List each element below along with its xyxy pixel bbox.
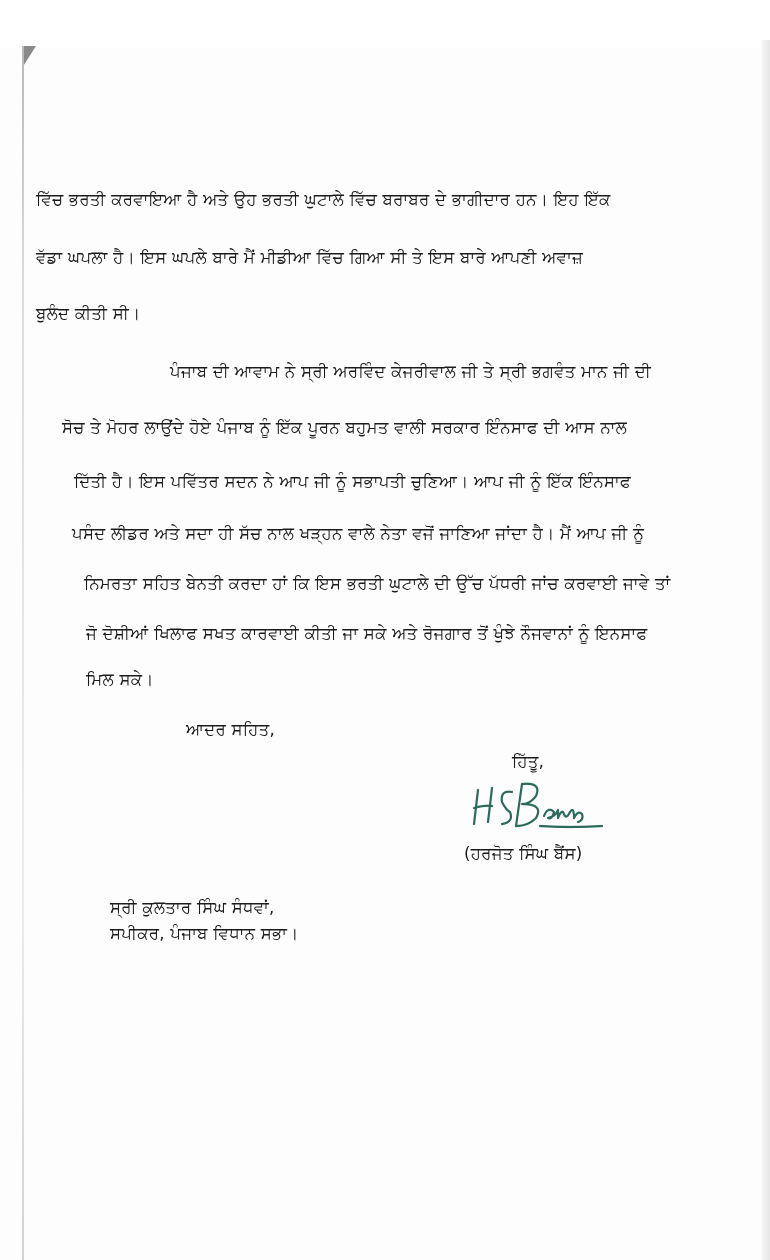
paragraph-2-line-3: ਦਿੱਤੀ ਹੈ। ਇਸ ਪਵਿੱਤਰ ਸਦਨ ਨੇ ਆਪ ਜੀ ਨੂੰ ਸਭਾਪਤੀ ਚੁਣਿਆ। ਆਪ ਜੀ ਨੂੰ ਇੱਕ ਇੰਨਸਾਫ — [74, 472, 632, 491]
paragraph-1-line-3: ਬੁਲੰਦ ਕੀਤੀ ਸੀ। — [36, 304, 141, 323]
signature-drawing — [470, 776, 610, 842]
paragraph-2-line-1: ਪੰਜਾਬ ਦੀ ਆਵਾਮ ਨੇ ਸ੍ਰੀ ਅਰਵਿੰਦ ਕੇਜਰੀਵਾਲ ਜੀ ਤੇ ਸ੍ਰੀ ਭਗਵੰਤ ਮਾਨ ਜੀ ਦੀ — [170, 362, 651, 381]
paragraph-2-line-2: ਸੋਚ ਤੇ ਮੋਹਰ ਲਾਉਂਦੇ ਹੋਏ ਪੰਜਾਬ ਨੂੰ ਇੱਕ ਪੂਰਨ ਬਹੁਮਤ ਵਾਲੀ ਸਰਕਾਰ ਇੰਨਸਾਫ ਦੀ ਆਸ ਨਾਲ — [62, 418, 628, 437]
paragraph-1-line-1: ਵਿੱਚ ਭਰਤੀ ਕਰਵਾਇਆ ਹੈ ਅਤੇ ਉਹ ਭਰਤੀ ਘੁਟਾਲੇ ਵਿੱਚ ਬਰਾਬਰ ਦੇ ਭਾਗੀਦਾਰ ਹਨ। ਇਹ ਇੱਕ — [36, 190, 611, 209]
recipient-designation: ਸਪੀਕਰ, ਪੰਜਾਬ ਵਿਧਾਨ ਸਭਾ। — [110, 924, 299, 943]
paragraph-2-line-7: ਮਿਲ ਸਕੇ। — [86, 670, 154, 689]
page-right-edge — [762, 40, 770, 1260]
paragraph-2-line-5: ਨਿਮਰਤਾ ਸਹਿਤ ਬੇਨਤੀ ਕਰਦਾ ਹਾਂ ਕਿ ਇਸ ਭਰਤੀ ਘੁਟਾਲੇ ਦੀ ਉੱਚ ਪੱਧਰੀ ਜਾਂਚ ਕਰਵਾਈ ਜਾਵੇ ਤਾਂ — [84, 574, 671, 593]
page-left-edge — [22, 46, 24, 1260]
paragraph-1-line-2: ਵੱਡਾ ਘਪਲਾ ਹੈ। ਇਸ ਘਪਲੇ ਬਾਰੇ ਮੈਂ ਮੀਡੀਆ ਵਿੱਚ ਗਿਆ ਸੀ ਤੇ ਇਸ ਬਾਰੇ ਆਪਣੀ ਅਵਾਜ਼ — [36, 248, 584, 267]
paragraph-2-line-4: ਪਸੰਦ ਲੀਡਰ ਅਤੇ ਸਦਾ ਹੀ ਸੱਚ ਨਾਲ ਖੜ੍ਹਨ ਵਾਲੇ ਨੇਤਾ ਵਜੋਂ ਜਾਣਿਆ ਜਾਂਦਾ ਹੈ। ਮੈਂ ਆਪ ਜੀ ਨੂੰ — [72, 524, 645, 543]
signer-name: (ਹਰਜੋਤ ਸਿੰਘ ਬੈਂਸ) — [464, 844, 583, 863]
yours-sincerely: ਹਿੱਤੂ, — [512, 752, 545, 771]
scan-top-margin — [0, 0, 770, 48]
paragraph-2-line-6: ਜੋ ਦੋਸ਼ੀਆਂ ਖਿਲਾਫ ਸਖਤ ਕਾਰਵਾਈ ਕੀਤੀ ਜਾ ਸਕੇ ਅਤੇ ਰੋਜਗਾਰ ਤੋਂ ਖੁੰਝੇ ਨੌਜਵਾਨਾਂ ਨੂੰ ਇਨਸਾਫ — [86, 624, 648, 643]
page-corner-fold — [22, 46, 36, 68]
handwritten-signature — [470, 776, 610, 842]
recipient-name: ਸ੍ਰੀ ਕੁਲਤਾਰ ਸਿੰਘ ਸੰਧਵਾਂ, — [110, 898, 275, 917]
closing-salutation: ਆਦਰ ਸਹਿਤ, — [186, 720, 275, 739]
